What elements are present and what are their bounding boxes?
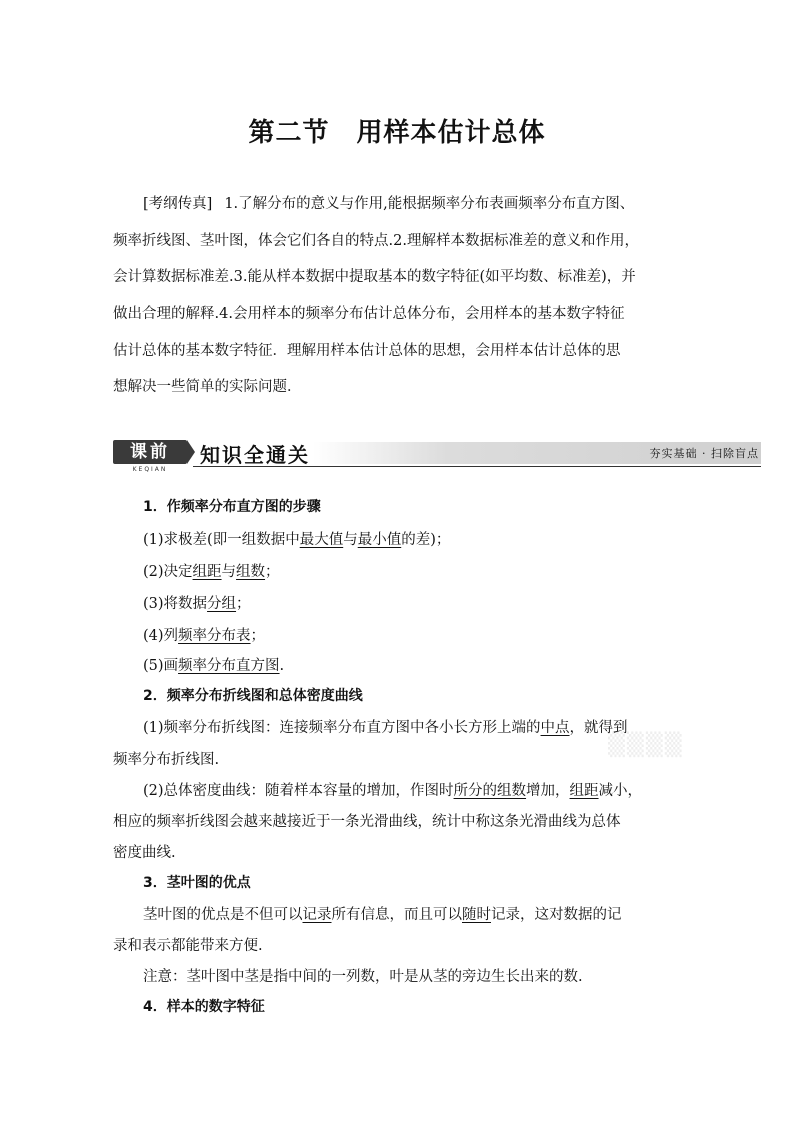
syllabus-line: [考纲传真] 1.了解分布的意义与作用,能根据频率分布表画频率分布直方图、 xyxy=(143,196,635,212)
banner-box-sublabel: KEQIAN xyxy=(132,466,168,473)
paragraph-line: 录和表示都能带来方便. xyxy=(113,938,263,954)
syllabus-line: 会计算数据标准差.3.能从样本数据中提取基本的数字特征(如平均数、标准差)，并 xyxy=(113,269,636,286)
list-item: (2)决定组距与组数； xyxy=(143,564,280,580)
banner-box-label: 课前 xyxy=(113,440,187,464)
section-heading: 3．茎叶图的优点 xyxy=(143,875,251,891)
list-item: (4)列频率分布表； xyxy=(143,628,266,644)
section-heading: 2．频率分布折线图和总体密度曲线 xyxy=(143,688,363,704)
page-title: 第二节 用样本估计总体 xyxy=(248,118,546,148)
section-heading: 4．样本的数字特征 xyxy=(143,999,265,1015)
watermark: ▒▒▒▒ xyxy=(608,733,684,758)
syllabus-tag: [考纲传真] xyxy=(143,196,213,212)
section-heading: 1．作频率分布直方图的步骤 xyxy=(143,499,321,515)
paragraph-line: (2)总体密度曲线：随着样本容量的增加，作图时所分的组数增加，组距减小， xyxy=(143,783,643,799)
banner-heading: 知识全通关 xyxy=(200,443,310,467)
paragraph-line: 密度曲线. xyxy=(113,845,176,861)
list-item: (3)将数据分组； xyxy=(143,596,251,612)
syllabus-line: 想解决一些简单的实际问题． xyxy=(113,379,302,396)
syllabus-line: 估计总体的基本数字特征．理解用样本估计总体的思想，会用样本估计总体的思 xyxy=(113,342,621,359)
banner-right-text: 夯实基础 · 扫除盲点 xyxy=(649,447,759,460)
paragraph-line: 频率分布折线图. xyxy=(113,752,220,768)
syllabus-line: 做出合理的解释.4.会用样本的频率分布估计总体分布，会用样本的基本数字特征 xyxy=(113,306,625,323)
paragraph-line: 相应的频率折线图会越来越接近于一条光滑曲线，统计中称这条光滑曲线为总体 xyxy=(113,814,621,830)
list-item: (1)求极差(即一组数据中最大值与最小值的差)； xyxy=(143,532,451,548)
section-banner xyxy=(113,438,761,474)
banner-arrow-icon xyxy=(187,440,195,464)
syllabus-line: 频率折线图、茎叶图，体会它们各自的特点.2.理解样本数据标准差的意义和作用， xyxy=(113,232,639,249)
note-line: 注意：茎叶图中茎是指中间的一列数，叶是从茎的旁边生长出来的数. xyxy=(143,969,583,985)
paragraph-line: 茎叶图的优点是不但可以记录所有信息，而且可以随时记录，这对数据的记 xyxy=(143,907,622,923)
list-item: (5)画频率分布直方图. xyxy=(143,658,285,674)
syllabus-paragraph xyxy=(113,186,683,406)
paragraph-line: (1)频率分布折线图：连接频率分布直方图中各小长方形上端的中点，就得到 xyxy=(143,720,628,736)
